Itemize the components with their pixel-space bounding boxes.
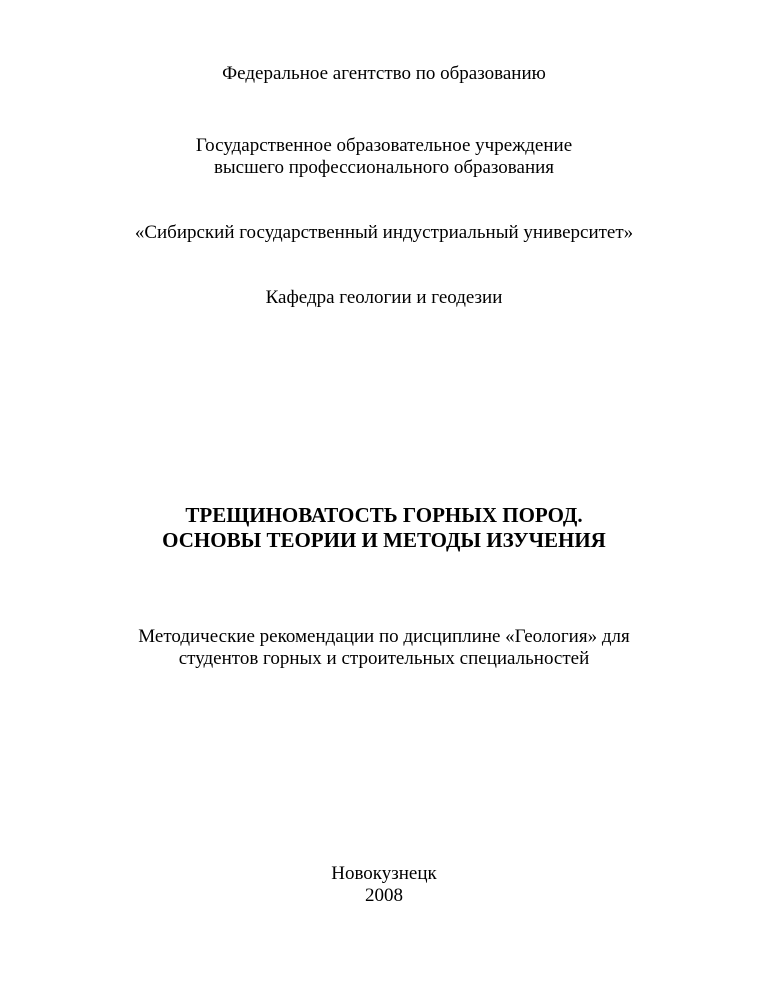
document-title-line-2: ОСНОВЫ ТЕОРИИ И МЕТОДЫ ИЗУЧЕНИЯ (162, 528, 606, 552)
publication-city: Новокузнецк (331, 863, 437, 884)
agency-name: Федеральное агентство по образованию (222, 63, 546, 84)
university-name: «Сибирский государственный индустриальный университет» (134, 222, 634, 243)
institution-line-1: Государственное образовательное учреждение (195, 135, 573, 156)
institution-line-2: высшего профессионального образования (213, 157, 555, 178)
document-title-line-1: ТРЕЩИНОВАТОСТЬ ГОРНЫХ ПОРОД. (185, 503, 583, 527)
department-name: Кафедра геологии и геодезии (265, 287, 503, 308)
subtitle-line-1: Методические рекомендации по дисциплине «Геология» для (138, 626, 630, 647)
subtitle-line-2: студентов горных и строительных специальностей (178, 648, 590, 669)
publication-year: 2008 (365, 885, 403, 906)
